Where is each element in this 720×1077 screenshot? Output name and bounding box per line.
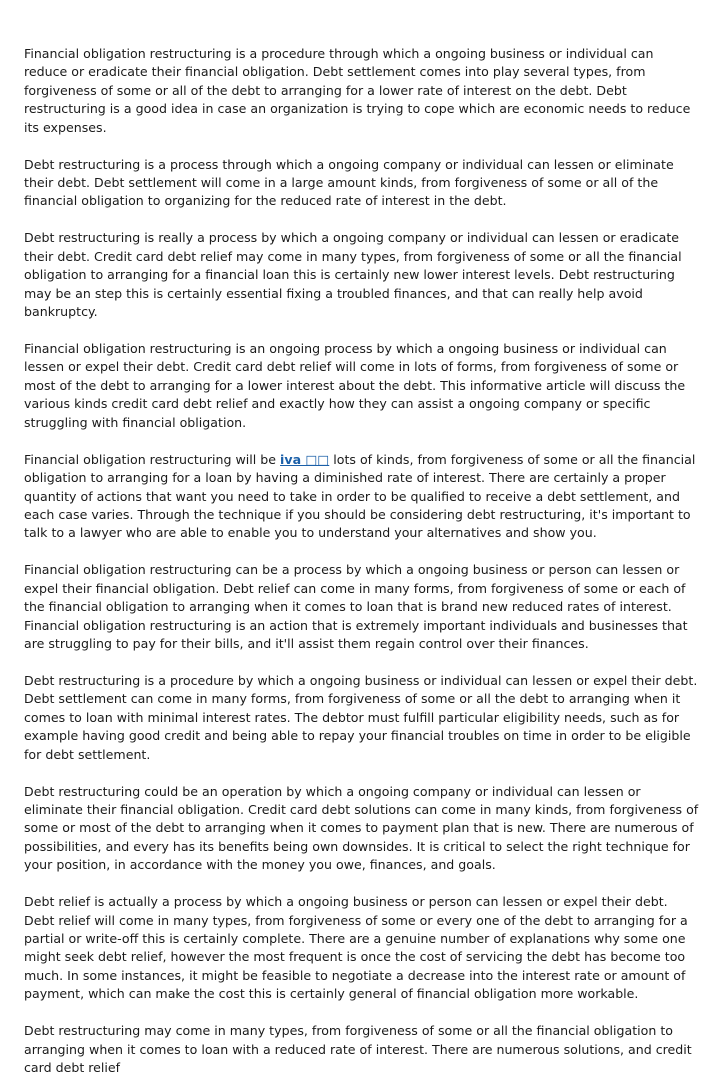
paragraph-2: Debt restructuring is a process through which a ongoing company or individual can lessen or eliminate their debt. Debt settlement will come in a large amount kinds, from forgiveness of some or all of the financial obligation to organizing for the reduced rate of interest in the debt. bbox=[24, 156, 674, 209]
paragraph-6: Financial obligation restructuring can be a process by which a ongoing business or person can lessen or expel their financial obligation. Debt relief can come in many forms, from forgiveness of some or each of the financial obligation to arranging when it comes to loan that is brand new reduced rates of interest. Financial obligation restructuring is an action that is extremely important individuals and businesses that are struggling to pay for their bills, and it'll assist them regain control over their finances. bbox=[24, 562, 688, 651]
paragraph-1: Financial obligation restructuring is a procedure through which a ongoing business or individual can reduce or eradicate their financial obligation. Debt settlement comes into play several types, from forgiveness of some or all of the debt to arranging for a lower rate of interest on the debt. Debt restructuring is a good idea in case an organization is trying to cope which are economic needs to reduce its expenses. bbox=[24, 46, 691, 135]
paragraph-8: Debt restructuring could be an operation by which a ongoing company or individual can lessen or eliminate their financial obligation. Credit card debt solutions can come in many kinds, from forgiveness of some or most of the debt to arranging when it comes to payment plan that is new. There are numerous of possibilities, and every has its benefits being own downsides. It is critical to select the right technique for your position, in accordance with the money you owe, finances, and goals. bbox=[24, 783, 699, 873]
paragraph-9: Debt relief is actually a process by which a ongoing business or person can lessen or expel their debt. Debt relief will come in many types, from forgiveness of some or every one of the debt to arranging for a partial or write-off this is certainly complete. There are a genuine number of explanations why some one might seek debt relief, however the most frequent is once the cost of servicing the debt has become too much. In some instances, it might be feasible to negotiate a decrease into the interest rate or amount of payment, which can make the cost this is certainly general of financial obligation more workable. bbox=[24, 894, 688, 1002]
paragraph-10: Debt restructuring may come in many types, from forgiveness of some or all the financial obligation to arranging when it comes to loan with a reduced rate of interest. There are numerous solutions, and credit card debt relief bbox=[24, 1023, 692, 1076]
paragraph-4: Financial obligation restructuring is an ongoing process by which a ongoing business or individual can lessen or expel their debt. Credit card debt relief will come in lots of forms, from forgiveness of some or most of the debt to arranging for a lower interest about the debt. This informative article will discuss the various kinds credit card debt relief and exactly how they can assist a ongoing company or specific struggling with financial obligation. bbox=[24, 341, 686, 430]
iva-link[interactable]: iva □□ bbox=[280, 451, 330, 467]
article-body bbox=[24, 45, 700, 1077]
paragraph-5-text-after: lots of kinds, from forgiveness of some or all the financial obligation to arranging for a loan by having a diminished rate of interest. There are certainly a proper quantity of actions that want you need to take in order to be qualified to receive a debt settlement, and each case varies. Through the technique if you should be considering debt restructuring, it's important to talk to a lawyer who are able to enable you to understand your alternatives and show you. bbox=[24, 451, 696, 541]
paragraph-7: Debt restructuring is a procedure by which a ongoing business or individual can lessen or expel their debt. Debt settlement can come in many forms, from forgiveness of some or all the debt to arranging when it comes to loan with minimal interest rates. The debtor must fulfill particular eligibility needs, such as for example having good credit and being able to repay your financial troubles on time in order to be eligible for debt settlement. bbox=[24, 672, 698, 762]
paragraph-5 bbox=[24, 451, 700, 543]
paragraph-3: Debt restructuring is really a process by which a ongoing company or individual can lessen or eradicate their debt. Credit card debt relief may come in many types, from forgiveness of some or all the financial obligation to arranging for a financial loan this is certainly new lower interest levels. Debt restructuring may be an step this is certainly essential fixing a troubled finances, and that can really help avoid bankruptcy. bbox=[24, 230, 682, 320]
paragraph-5-text-before: Financial obligation restructuring will be bbox=[24, 451, 281, 467]
